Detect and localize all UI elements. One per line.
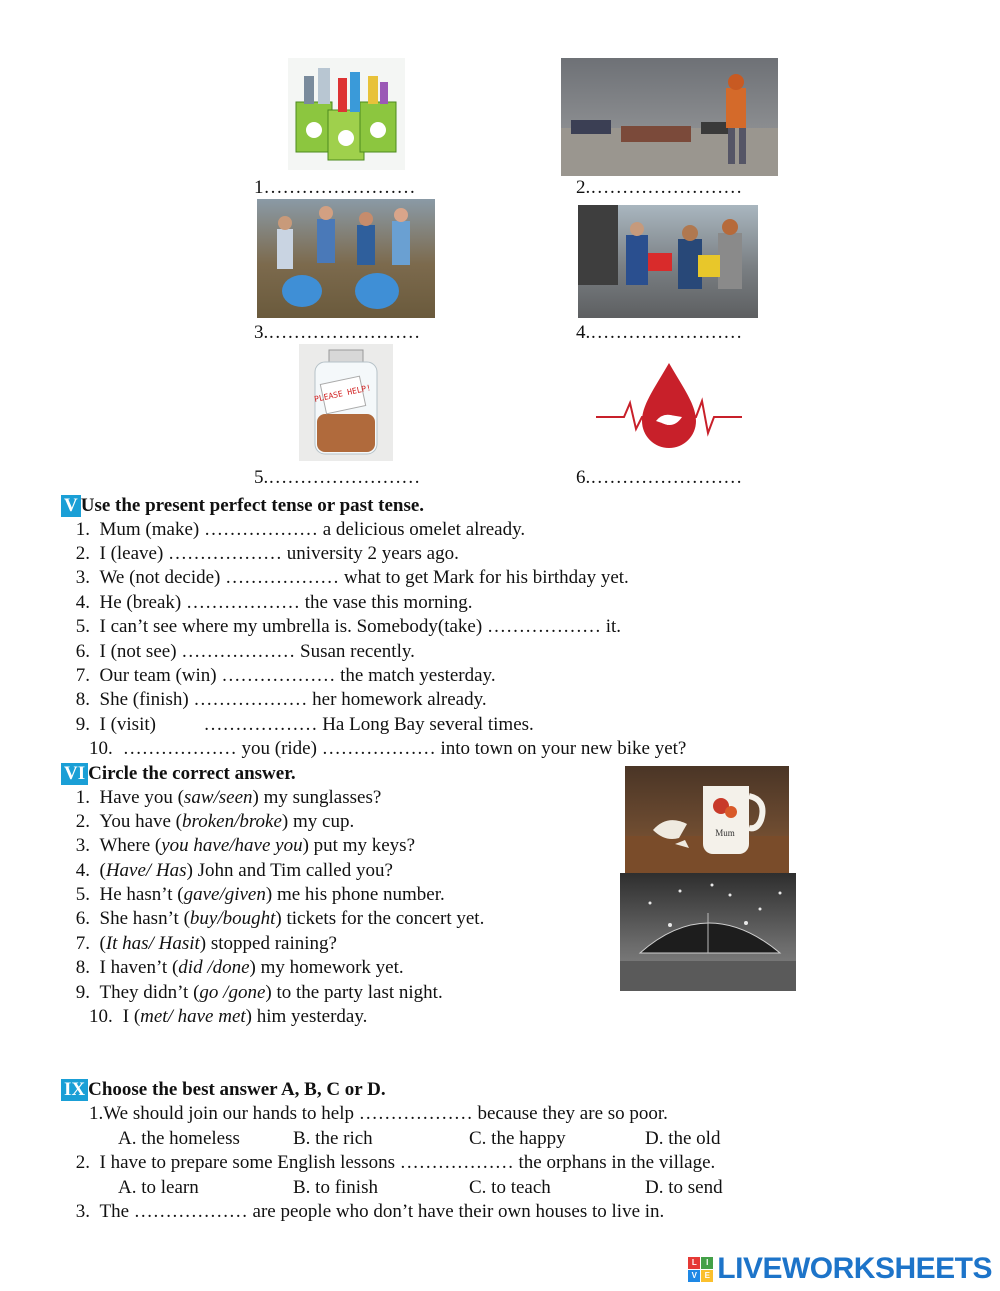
list-item[interactable]: 9. They didn’t (go /gone) to the party last night. [75,982,443,1003]
list-item[interactable]: 2. I (leave) ……………… university 2 years ago. [75,543,459,564]
liveworksheets-logo[interactable] [688,1254,992,1284]
list-item[interactable]: 4. (Have/ Has) John and Tim called you? [75,860,393,881]
question-1[interactable]: 1.We should join our hands to help ……………… because they are so poor. [89,1103,668,1124]
donation-jar-image [299,344,393,461]
section-ix-heading [61,1079,386,1101]
section-v-title: Use the present perfect tense or past tense. [80,495,425,516]
jar-label-text: PLEASE HELP! [313,383,372,404]
list-item[interactable]: 1. Mum (make) ……………… a delicious omelet already. [75,519,526,540]
list-item[interactable]: 10. I (met/ have met) him yesterday. [89,1006,368,1027]
mug-label-text: Mum [715,828,735,838]
question-3[interactable]: 3. The ……………… are people who don’t have their own houses to live in. [75,1201,665,1222]
list-item[interactable]: 7. (It has/ Hasit) stopped raining? [75,933,337,954]
section-v-heading [61,495,424,517]
logo-text: LIVEWORKSHEETS [717,1252,992,1285]
q2-option-c[interactable]: C. to teach [469,1177,551,1198]
question-2[interactable]: 2. I have to prepare some English lessons ……………… the orphans in the village. [75,1152,716,1173]
blood-donation-image [594,355,744,459]
donation-boxes-image [578,205,758,318]
q2-option-d[interactable]: D. to send [645,1177,723,1198]
list-item[interactable]: 10. ……………… you (ride) ……………… into town on your new bike yet? [89,738,687,759]
recycle-bins-image [288,58,405,170]
volunteers-cleaning-image [257,199,435,318]
section-ix-tag: IX [61,1079,88,1101]
list-item[interactable]: 1. Have you (saw/seen) my sunglasses? [75,787,382,808]
list-item[interactable]: 8. She (finish) ……………… her homework already. [75,689,487,710]
q2-option-a[interactable]: A. to learn [118,1177,199,1198]
picture-caption-1[interactable]: 1…………………… [254,177,416,198]
homeless-people-image [561,58,778,176]
section-vi-heading [61,763,296,785]
section-v-tag: V [61,495,81,517]
q1-option-a[interactable]: A. the homeless [118,1128,240,1149]
picture-caption-2[interactable]: 2.…………………… [576,177,743,198]
section-ix-title: Choose the best answer A, B, C or D. [88,1079,386,1100]
list-item[interactable]: 9. I (visit) ……………… Ha Long Bay several times. [75,714,534,735]
list-item[interactable]: 4. He (break) ……………… the vase this morning. [75,592,473,613]
picture-caption-5[interactable]: 5.…………………… [254,467,421,488]
list-item[interactable]: 6. I (not see) ……………… Susan recently. [75,641,415,662]
list-item[interactable]: 3. Where (you have/have you) put my keys? [75,835,416,856]
picture-caption-4[interactable]: 4.…………………… [576,322,743,343]
picture-caption-3[interactable]: 3.…………………… [254,322,421,343]
section-vi-tag: VI [61,763,88,785]
q1-option-d[interactable]: D. the old [645,1128,721,1149]
q1-option-b[interactable]: B. the rich [293,1128,373,1149]
picture-caption-6[interactable]: 6.…………………… [576,467,743,488]
umbrella-rain-image [620,873,796,991]
logo-blocks-icon: L I V E [688,1257,713,1282]
list-item[interactable]: 2. You have (broken/broke) my cup. [75,811,355,832]
list-item[interactable]: 8. I haven’t (did /done) my homework yet. [75,957,404,978]
q2-option-b[interactable]: B. to finish [293,1177,378,1198]
q1-option-c[interactable]: C. the happy [469,1128,566,1149]
broken-cup-image [625,766,789,874]
list-item[interactable]: 6. She hasn’t (buy/bought) tickets for the concert yet. [75,908,485,929]
list-item[interactable]: 5. He hasn’t (gave/given) me his phone number. [75,884,445,905]
list-item[interactable]: 5. I can’t see where my umbrella is. Somebody(take) ……………… it. [75,616,621,637]
list-item[interactable]: 7. Our team (win) ……………… the match yesterday. [75,665,496,686]
section-vi-title: Circle the correct answer. [88,763,296,784]
list-item[interactable]: 3. We (not decide) ……………… what to get Mark for his birthday yet. [75,567,629,588]
